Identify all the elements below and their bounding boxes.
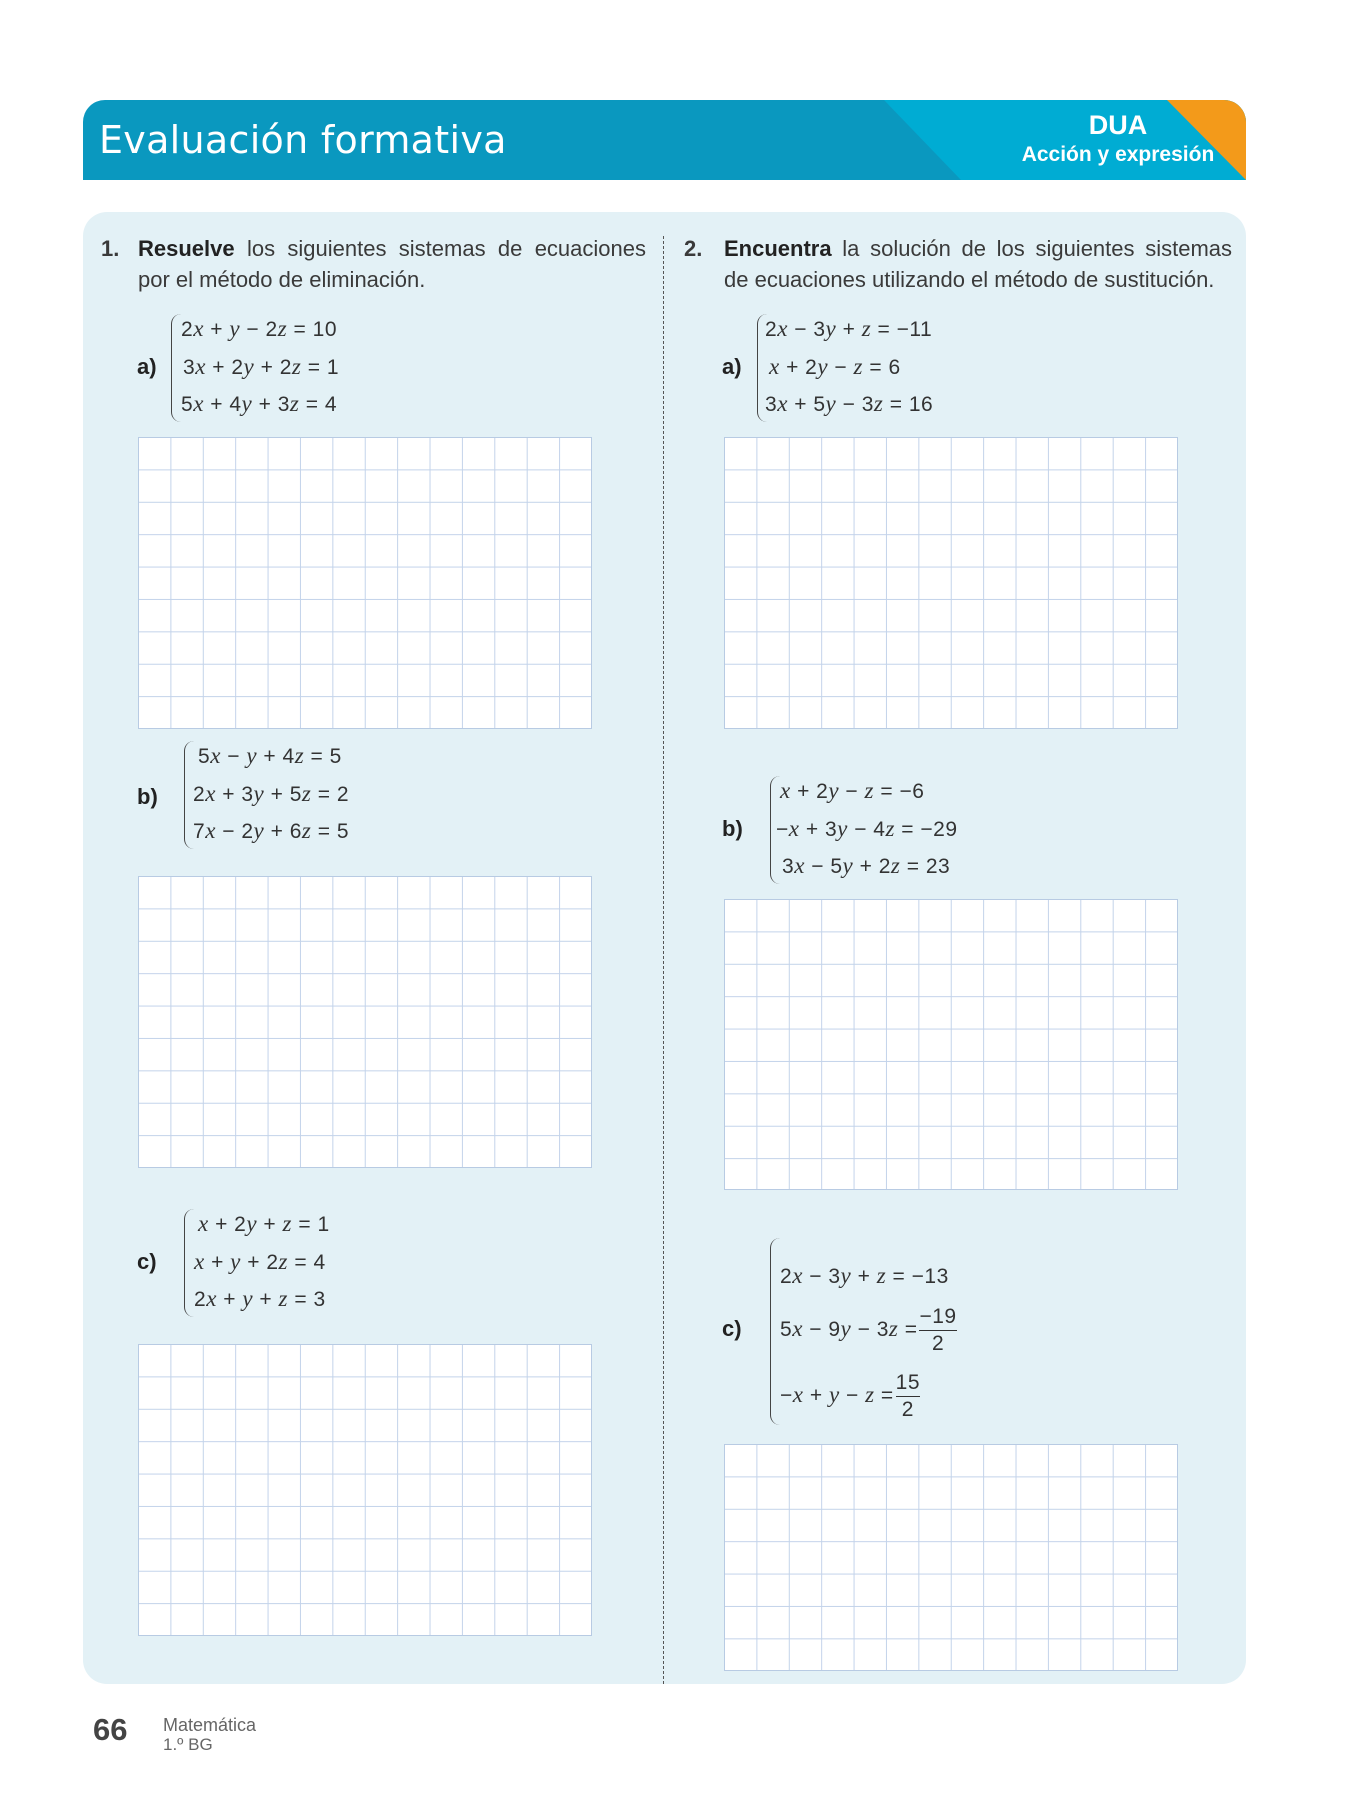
equation: 2x + 3y + 5z = 2: [193, 781, 349, 806]
item-label: c): [137, 1249, 157, 1274]
equation-system: [757, 314, 977, 422]
equation-system: [770, 1238, 1010, 1425]
subject: Matemática: [163, 1715, 257, 1735]
equation: x + y + 2z = 4: [194, 1249, 326, 1274]
equation: x + 2y + z = 1: [198, 1211, 330, 1236]
equation: −x + 3y − 4z = −29: [776, 816, 958, 841]
equation-system: [184, 1209, 384, 1317]
answer-grid[interactable]: [724, 1444, 1178, 1671]
equation: 3x − 5y + 2z = 23: [782, 853, 951, 878]
equation: 7x − 2y + 6z = 5: [193, 818, 349, 843]
numerator: 15: [896, 1370, 920, 1397]
equation-system: [770, 776, 990, 884]
equation: 2x + y − 2z = 10: [181, 316, 337, 341]
equation: x + 2y − z = 6: [769, 354, 901, 379]
item-label: a): [722, 354, 742, 379]
denominator: 2: [901, 1398, 914, 1421]
item-label: a): [137, 354, 157, 379]
question-text: la solución de los siguientes sistemas de ecuaciones utilizando el método de sustitución.: [724, 236, 1232, 292]
equation: 3x + 2y + 2z = 1: [183, 354, 339, 379]
equation-system: [171, 314, 371, 422]
equation: 2x + y + z = 3: [194, 1286, 326, 1311]
section-header: [83, 100, 1246, 180]
page-number: 66: [93, 1712, 128, 1747]
question-number: 1.: [101, 236, 120, 261]
dua-badge-title: DUA: [1088, 110, 1148, 140]
column-divider: [663, 236, 664, 1684]
equation-lhs: 5x − 9y − 3z =: [780, 1316, 918, 1342]
equation-system: [184, 741, 384, 849]
question-verb: Encuentra: [724, 236, 832, 261]
equation: [780, 1370, 920, 1423]
question-2: [684, 233, 1232, 295]
question-number: 2.: [684, 236, 703, 261]
equation: 2x − 3y + z = −11: [765, 316, 933, 341]
answer-grid[interactable]: [724, 437, 1178, 729]
answer-grid[interactable]: [724, 899, 1178, 1190]
equation: [780, 1304, 957, 1357]
denominator: 2: [931, 1332, 945, 1355]
equation: 2x − 3y + z = −13: [780, 1263, 949, 1288]
page-title: Evaluación formativa: [99, 118, 507, 162]
item-label: b): [137, 784, 158, 809]
item-label: b): [722, 816, 743, 841]
equation: 5x + 4y + 3z = 4: [181, 391, 337, 416]
fraction: [896, 1370, 920, 1423]
equation: x + 2y − z = −6: [780, 778, 925, 803]
question-1: [101, 233, 646, 295]
fraction: [919, 1304, 956, 1357]
question-text: los siguientes sistemas de ecuaciones por el método de eliminación.: [138, 236, 646, 292]
question-verb: Resuelve: [138, 236, 235, 261]
answer-grid[interactable]: [138, 1344, 592, 1636]
numerator: −19: [919, 1304, 956, 1331]
answer-grid[interactable]: [138, 876, 592, 1168]
equation: 3x + 5y − 3z = 16: [765, 391, 934, 416]
equation: 5x − y + 4z = 5: [198, 743, 342, 768]
grade: 1.º BG: [163, 1735, 213, 1754]
dua-badge-subtitle: Acción y expresión: [1021, 143, 1215, 166]
equation-lhs: −x + y − z =: [780, 1382, 894, 1408]
item-label: c): [722, 1316, 742, 1341]
answer-grid[interactable]: [138, 437, 592, 729]
